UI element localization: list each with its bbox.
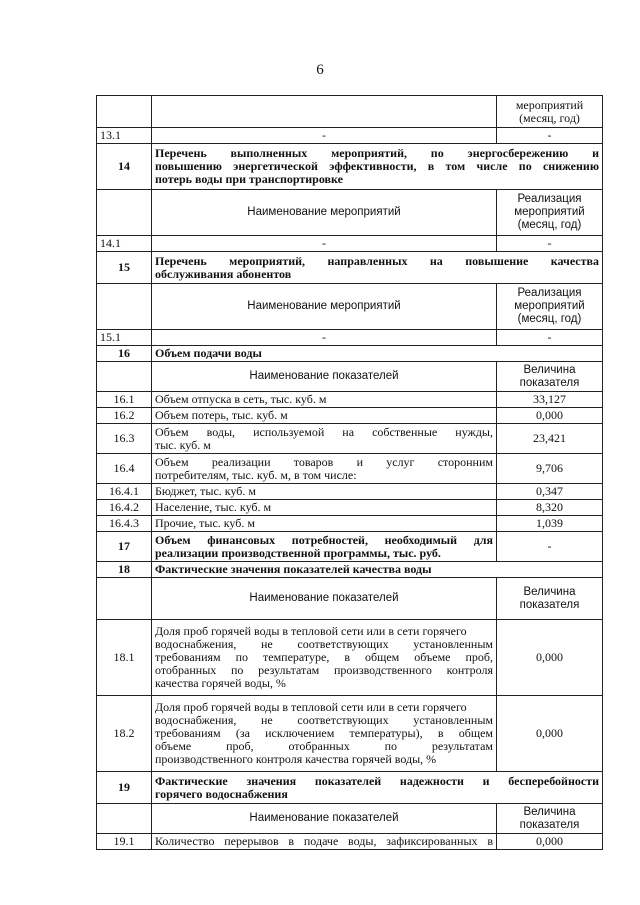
row-value: 1,039 (497, 516, 603, 532)
report-table (96, 95, 603, 850)
table-row (97, 236, 603, 252)
section-title: Перечень выполненных мероприятий, по энергосбережению и повышению энергетической эффективности, в том числе по снижению потерь воды при транспортировке (152, 144, 603, 190)
table-row (97, 330, 603, 346)
cell-number (97, 362, 152, 392)
section-title: Фактические значения показателей надежности и бесперебойности горячего водоснабжения (152, 772, 603, 804)
cell-name (152, 96, 497, 128)
column-header-value: Реализация мероприятий (месяц, год) (497, 190, 603, 236)
row-number: 14.1 (97, 236, 152, 252)
row-number: 19.1 (97, 834, 152, 850)
row-name: Доля проб горячей воды в тепловой сети или в сети горячего водоснабжения, не соответствующих установленным требованиям по температуре, в общем объеме проб, отобранных по результатам производственного контроля качества горячей воды, % (152, 620, 497, 696)
row-number: 13.1 (97, 128, 152, 144)
cell-number (97, 578, 152, 620)
cell-number (97, 284, 152, 330)
table-row (97, 696, 603, 772)
section-title: Перечень мероприятий, направленных на повышение качества обслуживания абонентов (152, 252, 603, 284)
row-value: 8,320 (497, 500, 603, 516)
section-row (97, 346, 603, 362)
row-number: 16.3 (97, 424, 152, 454)
row-number: 16.2 (97, 408, 152, 424)
row-value: 23,421 (497, 424, 603, 454)
section-row (97, 772, 603, 804)
section-number: 16 (97, 346, 152, 362)
row-value: 0,000 (497, 696, 603, 772)
table-row (97, 128, 603, 144)
row-name: - (152, 128, 497, 144)
row-number: 16.4.2 (97, 500, 152, 516)
section-title: Фактические значения показателей качества воды (152, 562, 603, 578)
column-header-name: Наименование мероприятий (152, 190, 497, 236)
table-header-row (97, 190, 603, 236)
section-number: 18 (97, 562, 152, 578)
column-header-name: Наименование мероприятий (152, 284, 497, 330)
column-header-value: Величина показателя (497, 362, 603, 392)
row-number: 15.1 (97, 330, 152, 346)
table-row (97, 454, 603, 484)
section-number: 15 (97, 252, 152, 284)
page-number: 6 (316, 62, 324, 78)
section-number: 19 (97, 772, 152, 804)
section-title: Объем финансовых потребностей, необходимый для реализации производственной программы, тыс. руб. (152, 532, 497, 562)
table-row (97, 500, 603, 516)
row-name: - (152, 330, 497, 346)
row-number: 16.4 (97, 454, 152, 484)
table-header-row (97, 804, 603, 834)
column-header-name: Наименование показателей (152, 804, 497, 834)
table-row (97, 834, 603, 850)
row-name: Прочие, тыс. куб. м (152, 516, 497, 532)
section-number: 17 (97, 532, 152, 562)
section-row (97, 252, 603, 284)
row-name: Объем отпуска в сеть, тыс. куб. м (152, 392, 497, 408)
row-name: Доля проб горячей воды в тепловой сети или в сети горячего водоснабжения, не соответствующих установленным требованиям (за исключением температуры), в общем объеме проб, отобранных по результатам производственного контроля качества горячей воды, % (152, 696, 497, 772)
column-header-value: Величина показателя (497, 578, 603, 620)
table-row (97, 516, 603, 532)
row-name: Объем воды, используемой на собственные нужды, тыс. куб. м (152, 424, 497, 454)
cell-number (97, 804, 152, 834)
column-header-value: Реализация мероприятий (месяц, год) (497, 284, 603, 330)
row-name: Объем потерь, тыс. куб. м (152, 408, 497, 424)
table-header-row (97, 578, 603, 620)
row-number: 16.4.1 (97, 484, 152, 500)
row-value: 0,347 (497, 484, 603, 500)
row-name: Количество перерывов в подаче воды, зафиксированных в (152, 834, 497, 850)
row-value: - (497, 128, 603, 144)
table-row (97, 392, 603, 408)
column-header-name: Наименование показателей (152, 362, 497, 392)
table-header-row (97, 284, 603, 330)
row-value: - (497, 532, 603, 562)
table-row (97, 408, 603, 424)
section-number: 14 (97, 144, 152, 190)
row-value: - (497, 330, 603, 346)
cell-number (97, 190, 152, 236)
table-row (97, 96, 603, 128)
column-header-name: Наименование показателей (152, 578, 497, 620)
row-number: 16.4.3 (97, 516, 152, 532)
row-value: 9,706 (497, 454, 603, 484)
section-title: Объем подачи воды (152, 346, 603, 362)
row-name: Бюджет, тыс. куб. м (152, 484, 497, 500)
row-value: 0,000 (497, 408, 603, 424)
table-row (97, 620, 603, 696)
row-name: - (152, 236, 497, 252)
table-row (97, 484, 603, 500)
row-value: - (497, 236, 603, 252)
row-name: Население, тыс. куб. м (152, 500, 497, 516)
table-header-row (97, 362, 603, 392)
row-number: 18.1 (97, 620, 152, 696)
cell-number (97, 96, 152, 128)
row-value: 0,000 (497, 620, 603, 696)
row-name: Объем реализации товаров и услуг сторонним потребителям, тыс. куб. м, в том числе: (152, 454, 497, 484)
table-row (97, 424, 603, 454)
section-row (97, 144, 603, 190)
row-number: 18.2 (97, 696, 152, 772)
section-row (97, 532, 603, 562)
row-number: 16.1 (97, 392, 152, 408)
section-row (97, 562, 603, 578)
row-value: 33,127 (497, 392, 603, 408)
cell-header-right: мероприятий (месяц, год) (497, 96, 603, 128)
column-header-value: Величина показателя (497, 804, 603, 834)
row-value: 0,000 (497, 834, 603, 850)
